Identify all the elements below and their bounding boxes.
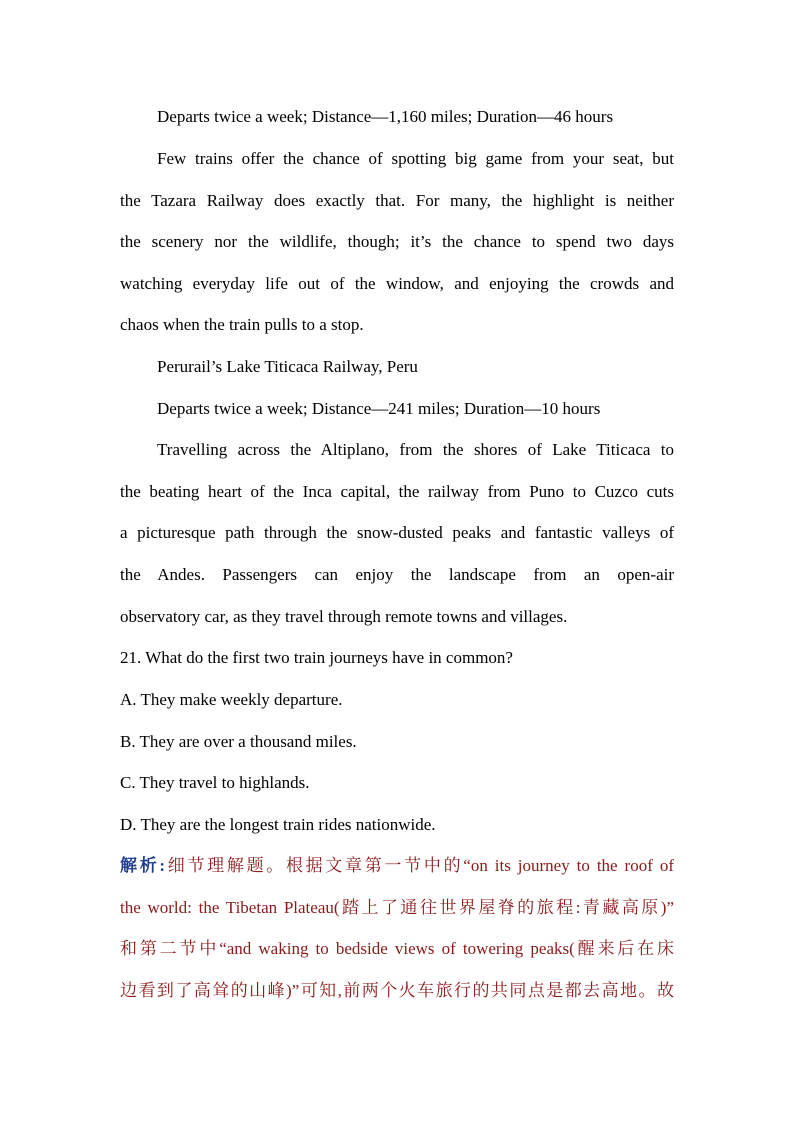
tazara-details: Departs twice a week; Distance—1,160 miles; Duration—46 hours xyxy=(157,107,614,126)
perurail-details: Departs twice a week; Distance—241 miles; Duration—10 hours xyxy=(157,399,601,418)
analysis-line-text: 细节理解题。根据文章第一节中的“on its journey to the roof of xyxy=(165,856,674,875)
analysis-line: 边看到了高耸的山峰)”可知,前两个火车旅行的共同点是都去高地。故 xyxy=(120,981,674,1000)
question-option-a: A. They make weekly departure. xyxy=(120,690,343,709)
perurail-paragraph-line: the beating heart of the Inca capital, the railway from Puno to Cuzco cuts xyxy=(120,482,674,501)
question-stem: 21. What do the first two train journeys have in common? xyxy=(120,648,513,667)
perurail-paragraph-line: Travelling across the Altiplano, from the shores of Lake Titicaca to xyxy=(157,440,674,459)
analysis-line xyxy=(120,855,674,877)
question-option-b: B. They are over a thousand miles. xyxy=(120,732,357,751)
question-option-d: D. They are the longest train rides nationwide. xyxy=(120,815,436,834)
tazara-paragraph-line: watching everyday life out of the window, and enjoying the crowds and xyxy=(120,274,674,293)
tazara-paragraph-line: chaos when the train pulls to a stop. xyxy=(120,315,364,334)
perurail-paragraph-line: a picturesque path through the snow-dusted peaks and fantastic valleys of xyxy=(120,523,674,542)
perurail-paragraph-line: the Andes. Passengers can enjoy the landscape from an open-air xyxy=(120,565,674,584)
analysis-line: 和第二节中“and waking to bedside views of towering peaks(醒来后在床 xyxy=(120,939,674,958)
analysis-label: 解析: xyxy=(120,856,166,875)
tazara-paragraph-line: the scenery nor the wildlife, though; it’s the chance to spend two days xyxy=(120,232,674,251)
tazara-paragraph-line: Few trains offer the chance of spotting big game from your seat, but xyxy=(157,149,674,168)
perurail-title: Perurail’s Lake Titicaca Railway, Peru xyxy=(157,357,418,376)
analysis-line: the world: the Tibetan Plateau(踏上了通往世界屋脊的旅程:青藏高原)” xyxy=(120,898,674,917)
perurail-paragraph-line: observatory car, as they travel through remote towns and villages. xyxy=(120,607,568,626)
question-option-c: C. They travel to highlands. xyxy=(120,773,310,792)
tazara-paragraph-line: the Tazara Railway does exactly that. For many, the highlight is neither xyxy=(120,191,674,210)
